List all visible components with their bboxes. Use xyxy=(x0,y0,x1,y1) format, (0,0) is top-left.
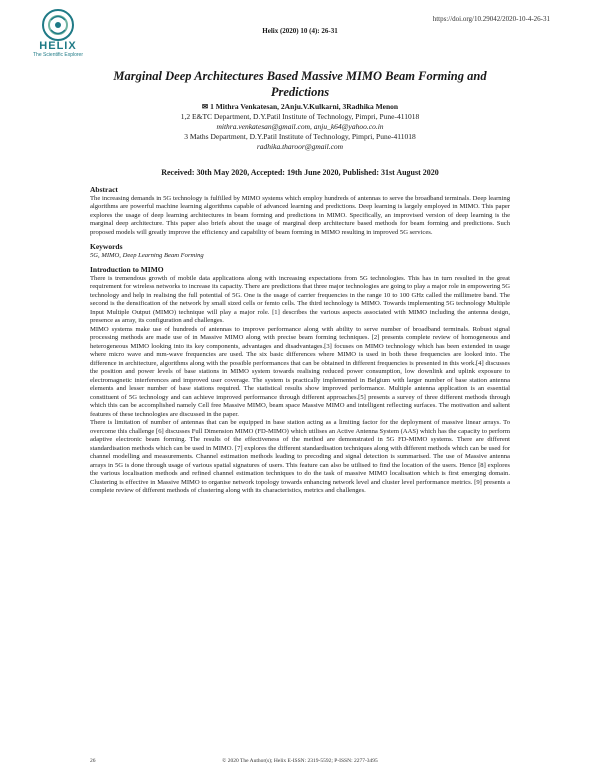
intro-paragraph: There is limitation of number of antennas that can be equipped in base station acting as a limiting factor for the deployment of massive linear arrays. To overcome this challenge [6] discusses Full Dimension MIMO (FD-MIMO) which utilises an Active Antenna System (AAS) which has the capacity to perform adaptive electronic beam forming. The results of the effectiveness of the method are demonstrated in 5G FD-MIMO systems. There are different standardisation methods which can be used in MIMO. [7] explores the different standardisation techniques along with different methods which can be used for channel modelling and measurements. Channel estimation methods leading to precoding and signal detection is summarised. The use of Massive antenna arrays in 5G is done through usage of various spatial signatures of users. This feature can also be utilised to find the location of the users. Hence [8] explores the various localisation methods and refined channel estimation techniques to do the task of massive MIMO localisation which is first emerging domain. Clustering is effective in Massive MIMO to organise network topology towards enhancing network level and cluster level performance metrics. [9] presents a complete review of different methods of clustering along with its characteristics, metrics and challenges. xyxy=(90,419,510,494)
keywords-heading: Keywords xyxy=(90,242,123,251)
page-number: 26 xyxy=(90,758,96,764)
publication-dates: Received: 30th May 2020, Accepted: 19th June 2020, Published: 31st August 2020 xyxy=(161,168,439,177)
intro-paragraph: MIMO systems make use of hundreds of antennas to improve performance along with ability to serve number of broadband terminals. Robust signal processing methods are made use of in Massive MIMO along with precise beam forming techniques. [2] presents complete review of homogeneous and heterogeneous MIMO looking into its key components, advantages and disadvantages.[3] focuses on MIMO technology which has been extended in usage where micro wave and mm-wave frequencies are used. The six basic differences where MIMO is used in both these frequencies are looked into. The difference in architecture, algorithms along with the possible performances that can be obtained in different frequencies is presented in this work.[4] discusses the position and power levels of base stations in MIMO system towards realising reduced power consumption, low downlink and uplink exposure to electromagnetic interferences and improved user coverage. The system is practically implemented in Belgium with larger number of base station antenna elements and lesser number of base stations required. The statistical results show improved performance. Multiple antenna application is an essential constituent of 5G technology and can achieve improved performance through different approaches.[5] presents a survey of three different methods through which this can be accomplished namely Cell free Massive MIMO, beam space Massive MIMO and intelligent reflecting surfaces. The motivation and salient features of these technologies are discussed in the paper. xyxy=(90,325,510,418)
abstract-heading: Abstract xyxy=(90,185,118,194)
paper-title: Marginal Deep Architectures Based Massive MIMO Beam Forming and Predictions xyxy=(113,69,487,99)
journal-citation: Helix (2020) 10 (4): 26-31 xyxy=(262,27,338,35)
abstract-text: The increasing demands in 5G technology is fulfilled by MIMO systems which employ hundreds of antennas to serve the broadband terminals. Deep learning algorithms are powerful machine learning algorithms capable of advanced learning and predictions. Deep learning is largely employed in MIMO. This paper explores the usage of deep learning architectures in beam forming and predictions in MIMO. Specifically, an improvised version of deep learning is the marginal deep architecture. This paper also briefs about the usage of marginal deep architecture based methods for beam forming and predictions. Such proposed models will greatly improve the efficiency and capability of beam forming in MIMO resulting in improved 5G services. xyxy=(90,194,510,236)
logo-tagline: The Scientific Explorer xyxy=(32,52,84,58)
affiliation-2: 3 Maths Department, D.Y.Patil Institute of Technology, Pimpri, Pune-411018 xyxy=(184,132,416,141)
logo-word: HELIX xyxy=(39,40,77,52)
copyright-line: © 2020 The Author(s); Helix E-ISSN: 2319-5592; P-ISSN: 2277-3495 xyxy=(222,758,378,764)
email-1[interactable]: mithra.venkatesan@gmail.com, anju_k64@yahoo.co.in xyxy=(216,122,384,131)
intro-heading: Introduction to MIMO xyxy=(90,265,164,274)
email-2[interactable]: radhika.tharoor@gmail.com xyxy=(256,142,344,151)
intro-paragraph: There is tremendous growth of mobile data applications along with increasing expectations from 5G technologies. This has in turn resulted in the great requirement for wireless networks to increase its capacity. There are predictions that three major technologies are going to play a major role in empowering 5G technology and help in realising the full potential of 5G. One is the usage of carrier frequencies in the range 10 to 100 GHz called the millimetre band. The second is the densification of the network by small sized cells or femto cells. The third technology is MIMO. Towards implementing 5G technology Multiple Input Multiple Output (MIMO) technique will play a major role. [1] describes the various aspects associated with MIMO including the antenna design, presence as array, its configuration and challenges. xyxy=(90,274,510,324)
doi-link[interactable]: https://doi.org/10.29042/2020-10-4-26-31 xyxy=(432,15,550,23)
helix-emblem-icon xyxy=(41,8,75,42)
author-block xyxy=(0,102,600,152)
paper-body xyxy=(90,186,510,496)
affiliation-1: 1,2 E&TC Department, D.Y.Patil Institute of Technology, Pimpri, Pune-411018 xyxy=(180,112,420,121)
keywords-text: 5G, MIMO, Deep Learning Beam Forming xyxy=(90,251,204,259)
helix-logo xyxy=(30,8,86,68)
author-names: ✉ 1 Mithra Venkatesan, 2Anju.V.Kulkarni, 3Radhika Menon xyxy=(201,102,399,111)
